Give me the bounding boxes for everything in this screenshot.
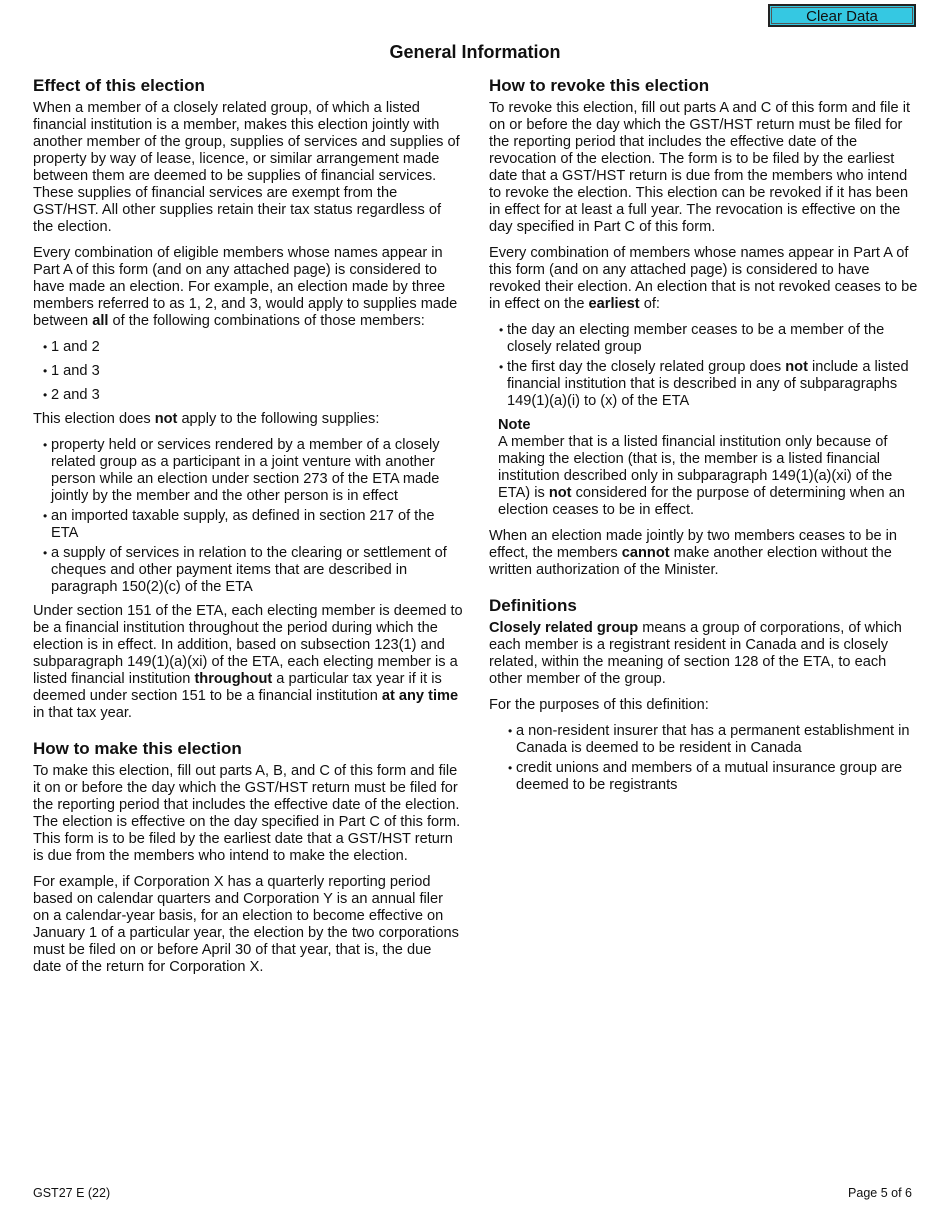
definition-purposes: For the purposes of this definition: <box>489 697 709 713</box>
definitions-section <box>489 596 919 794</box>
form-id: GST27 E (22) <box>33 1186 111 1200</box>
make-section <box>33 739 463 976</box>
combination-list <box>33 339 463 404</box>
revoke-conditions-list <box>489 322 919 410</box>
list-item: • the first day the closely related group does not include a listed financial institution that is described in any of subparagraphs 149(1)(a)(i) to (x) of the ETA <box>499 359 919 410</box>
revoke-paragraph-3: When an election made jointly by two members ceases to be in effect, the members cannot make another election without the written authorization of the Minister. <box>489 528 898 578</box>
effect-heading: Effect of this election <box>33 76 205 95</box>
note-text: A member that is a listed financial institution only because of making the election (that is, the member is a listed financial institution described only in subparagraph 149(1)(a)(xi) of the ETA) is not considered for the purpose of determining when an election ceases to be in effect. <box>498 434 905 518</box>
list-item: • 1 and 3 <box>43 363 463 380</box>
left-column <box>33 74 463 985</box>
list-item: • a supply of services in relation to the clearing or settlement of cheques and other payment items that are described in paragraph 150(2)(c) of the ETA <box>43 545 463 596</box>
list-item: • 1 and 2 <box>43 339 463 356</box>
effect-paragraph-3: This election does not apply to the following supplies: <box>33 411 380 427</box>
list-item: • credit unions and members of a mutual insurance group are deemed to be registrants <box>508 760 919 794</box>
revoke-paragraph-1: To revoke this election, fill out parts A and C of this form and file it on or before the day which the GST/HST return must be filed for the reporting period that includes the effective date of the revocation of the election. The form is to be filed by the earliest date that a GST/HST return is due from the members who intend to revoke the election. This election can be revoked if it has been in effect for at least a full year. The revocation is effective on the day specified in Part C of this form. <box>489 100 910 235</box>
right-column <box>489 74 919 801</box>
revoke-paragraph-2: Every combination of members whose names appear in Part A of this form (and on any attached page) is considered to have revoked their election. An election that is not revoked ceases to be in effect on the earliest of: <box>489 245 918 312</box>
exclusion-list <box>33 437 463 596</box>
list-item: • a non-resident insurer that has a permanent establishment in Canada is deemed to be resident in Canada <box>508 723 919 757</box>
definition-list <box>489 723 919 794</box>
revoke-heading: How to revoke this election <box>489 76 710 95</box>
definitions-heading: Definitions <box>489 596 577 615</box>
page-title: General Information <box>389 42 561 62</box>
list-item: • an imported taxable supply, as defined in section 217 of the ETA <box>43 508 463 542</box>
list-item: • property held or services rendered by a member of a closely related group as a participant in a joint venture with another person while an election under section 273 of the ETA made jointly by the member and the other person is in effect <box>43 437 463 505</box>
effect-paragraph-2: Every combination of eligible members whose names appear in Part A of this form (and on any attached page) is considered to have made an election. For example, an election made by three members referred to as 1, 2, and 3, would apply to supplies made between all of the following combinations of those members: <box>33 245 458 329</box>
effect-section <box>33 76 463 722</box>
make-paragraph-2: For example, if Corporation X has a quarterly reporting period based on calendar quarters and Corporation Y is an annual filer on a calendar-year basis, for an election to become effective on January 1 of a particular year, the election by the two corporations must be filed on or before April 30 of that year, that is, the due date of the return for Corporation X. <box>33 874 459 975</box>
list-item: • the day an electing member ceases to be a member of the closely related group <box>499 322 919 356</box>
note-block <box>498 417 919 519</box>
clear-data-button[interactable]: Clear Data <box>768 4 916 27</box>
note-title: Note <box>498 417 531 433</box>
make-heading: How to make this election <box>33 739 242 758</box>
page-number: Page 5 of 6 <box>848 1186 912 1200</box>
make-paragraph-1: To make this election, fill out parts A, B, and C of this form and file it on or before the day which the GST/HST return must be filed for the reporting period that includes the effective date of the election. The election is effective on the day specified in Part C of this form. This form is to be filed by the earliest date that a GST/HST return is due from the members who intend to make the election. <box>33 763 461 864</box>
definition-paragraph: Closely related group means a group of corporations, of which each member is a registrant resident in Canada and is closely related, within the meaning of section 128 of the ETA, to each other member of the group. <box>489 620 902 687</box>
effect-paragraph-1: When a member of a closely related group, of which a listed financial institution is a member, makes this election jointly with another member of the group, supplies of services and supplies of property by way of lease, licence, or similar arrangement made between them are deemed to be supplies of financial services. These supplies of financial services are exempt from the GST/HST. All other supplies retain their tax status regardless of the election. <box>33 100 460 235</box>
revoke-section <box>489 76 919 579</box>
list-item: • 2 and 3 <box>43 387 463 404</box>
effect-paragraph-4: Under section 151 of the ETA, each electing member is deemed to be a financial institution throughout the period during which the election is in effect. In addition, based on subsection 123(1) and subparagraph 149(1)(a)(xi) of the ETA, each electing member is a listed financial institution throughout a particular tax year if it is deemed under section 151 to be a financial institution at any time in that tax year. <box>33 603 463 721</box>
